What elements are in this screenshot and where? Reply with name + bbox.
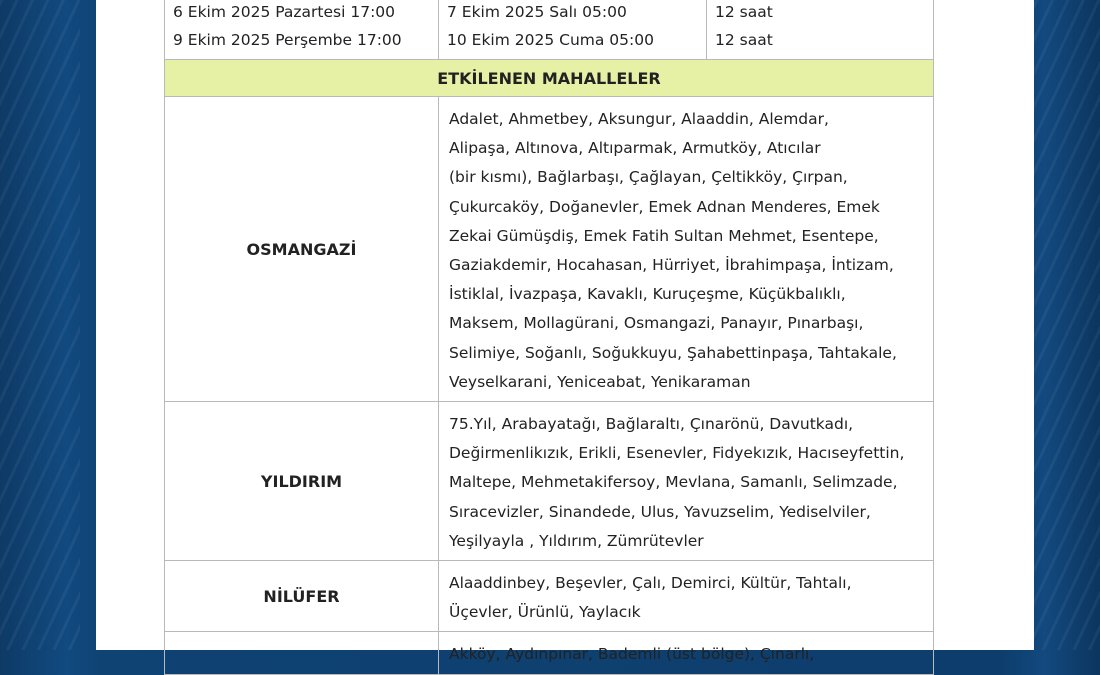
- end-time: 7 Ekim 2025 Salı 05:00: [447, 3, 627, 21]
- neighborhood-line: Sıracevizler, Sinandede, Ulus, Yavuzselim, Yediselviler,: [449, 502, 871, 521]
- neighborhood-list: [439, 561, 934, 632]
- duration: 12 saat: [715, 3, 773, 21]
- district-row-osmangazi: [165, 97, 934, 402]
- district-row-yildirim: [165, 402, 934, 561]
- outage-table: [164, 0, 934, 675]
- end-times-cell: [439, 0, 707, 60]
- neighborhood-line: Adalet, Ahmetbey, Aksungur, Alaaddin, Alemdar,: [449, 110, 829, 128]
- neighborhood-line: Veyselkarani, Yeniceabat, Yenikaraman: [449, 372, 751, 391]
- neighborhood-line: Değirmenlikızık, Erikli, Esenevler, Fidyekızık, Hacıseyfettin,: [449, 444, 905, 463]
- district-row-nilufer: [165, 561, 934, 632]
- neighborhood-line: Akköy, Aydınpınar, Bademli (üst bölge), Çınarlı,: [449, 645, 815, 664]
- neighborhood-line: Maltepe, Mehmetakifersoy, Mevlana, Samanlı, Selimzade,: [449, 473, 898, 492]
- neighborhood-list: [439, 97, 934, 402]
- neighborhood-line: İstiklal, İvazpaşa, Kavaklı, Kuruçeşme, Küçükbalıklı,: [449, 285, 846, 304]
- neighborhood-line: Yeşilyayla , Yıldırım, Zümrütevler: [449, 531, 704, 550]
- neighborhood-line: Alaaddinbey, Beşevler, Çalı, Demirci, Kültür, Tahtalı,: [449, 574, 852, 593]
- background-stripes-left: [0, 0, 80, 650]
- neighborhood-line: Üçevler, Ürünlü, Yaylacık: [449, 603, 641, 622]
- affected-header-row: [165, 60, 934, 97]
- start-times-cell: [165, 0, 439, 60]
- neighborhood-list: [439, 632, 934, 674]
- neighborhood-line: 75.Yıl, Arabayatağı, Bağlaraltı, Çınarönü, Davutkadı,: [449, 415, 854, 434]
- district-row-partial: [165, 632, 934, 674]
- district-name: [165, 632, 439, 674]
- document-sheet: [96, 0, 1034, 664]
- duration: 12 saat: [715, 31, 773, 49]
- start-time: 6 Ekim 2025 Pazartesi 17:00: [173, 3, 396, 21]
- start-time: 9 Ekim 2025 Perşembe 17:00: [173, 31, 402, 49]
- schedule-row: [165, 0, 934, 60]
- neighborhood-line: Gaziakdemir, Hocahasan, Hürriyet, İbrahimpaşa, İntizam,: [449, 256, 894, 275]
- end-time: 10 Ekim 2025 Cuma 05:00: [447, 31, 654, 49]
- durations-cell: [707, 0, 934, 60]
- neighborhood-line: (bir kısmı), Bağlarbaşı, Çağlayan, Çeltikköy, Çırpan,: [449, 168, 848, 187]
- district-name: OSMANGAZİ: [165, 97, 439, 402]
- district-name: YILDIRIM: [165, 402, 439, 561]
- affected-header: ETKİLENEN MAHALLELER: [165, 60, 934, 97]
- neighborhood-line: Maksem, Mollagürani, Osmangazi, Panayır, Pınarbaşı,: [449, 314, 864, 333]
- neighborhood-line: Çukurcaköy, Doğanevler, Emek Adnan Menderes, Emek: [449, 197, 880, 216]
- neighborhood-line: Selimiye, Soğanlı, Soğukkuyu, Şahabettinpaşa, Tahtakale,: [449, 343, 897, 362]
- neighborhood-list: [439, 402, 934, 561]
- neighborhood-line: Zekai Gümüşdiş, Emek Fatih Sultan Mehmet, Esentepe,: [449, 226, 879, 245]
- neighborhood-line: Alipaşa, Altınova, Altıparmak, Armutköy, Atıcılar: [449, 139, 821, 158]
- district-name: NİLÜFER: [165, 561, 439, 632]
